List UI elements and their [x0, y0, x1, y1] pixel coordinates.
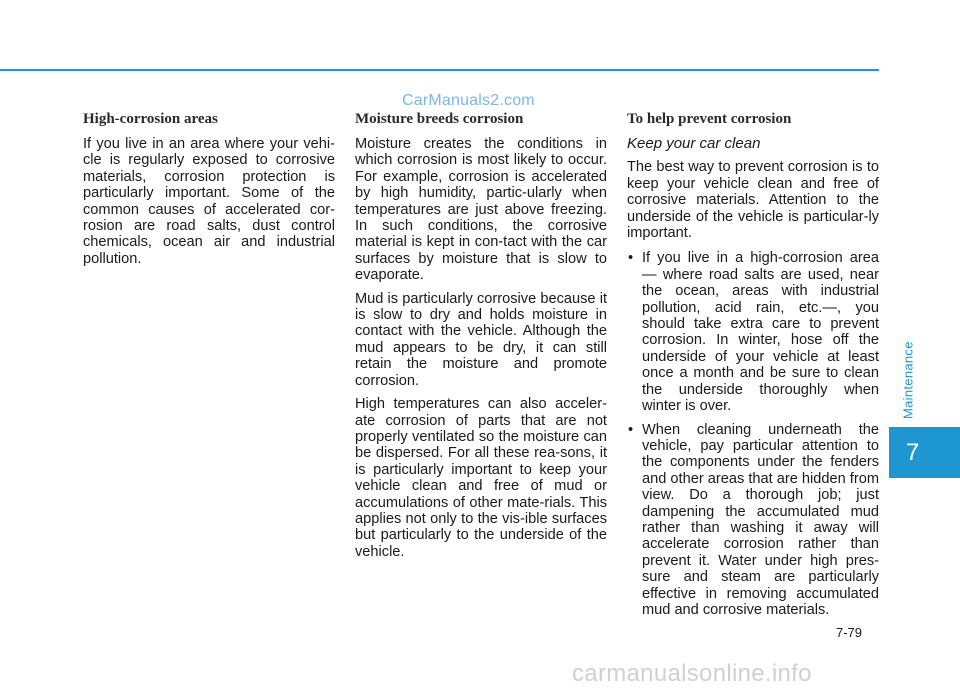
column-help-prevent-corrosion — [627, 111, 879, 625]
header-rule — [0, 69, 879, 71]
paragraph: Moisture creates the conditions in which corrosion is most likely to occur. For example, corrosion is accelerated by high humidity, partic-ularly when temperatures are just above freezing. In such conditions, the corrosive material is kept in con-tact with the car surfaces by moisture that is slow to evaporate. — [355, 136, 607, 284]
bullet-icon: • — [628, 250, 634, 267]
list-item — [627, 422, 879, 619]
section-heading: Moisture breeds corrosion — [355, 111, 524, 127]
list-item-text: If you live in a high-corrosion area — where road salts are used, near the ocean, areas with industrial pollution, acid rain, etc.—, you should take extra care to prevent corrosion. In winter, hose off the underside of your vehicle at least once a month and be sure to clean the underside thoroughly when winter is over. — [642, 250, 879, 415]
paragraph: High temperatures can also acceler-ate corrosion of parts that are not properly ventilated so the moisture can be dispersed. For all these rea-sons, it is particularly important to keep your vehicle clean and free of mud or accumulations of other mate-rials. This applies not only to the vis-ible surfaces but particularly to the underside of the vehicle. — [355, 396, 607, 560]
paragraph: If you live in an area where your vehi-cle is regularly exposed to corrosive materials, corrosion protection is particularly important. Some of the common causes of accelerated cor-rosion are road salts, dust control chemicals, ocean air and industrial pollution. — [83, 136, 335, 267]
list-item-text: When cleaning underneath the vehicle, pay particular attention to the components under the fenders and other areas that are hidden from view. Do a thorough job; just dampening the accumulated mud rather than washing it away will accelerate corrosion rather than prevent it. Water under high pres-sure and steam are particularly effective in removing accumulated mud and corrosive materials. — [642, 421, 879, 618]
watermark-top: CarManuals2.com — [402, 92, 535, 109]
bullet-icon: • — [628, 421, 634, 438]
paragraph: Mud is particularly corrosive because it is slow to dry and holds moisture in contact with the vehicle. Although the mud appears to be dry, it can still retain the moisture and promote corrosion. — [355, 290, 607, 389]
bullet-list — [627, 250, 879, 618]
chapter-tab — [889, 427, 960, 478]
column-moisture-breeds-corrosion — [355, 111, 607, 567]
paragraph: The best way to prevent corrosion is to keep your vehicle clean and free of corrosive materials. Attention to the underside of the vehicle is particular-ly important. — [627, 159, 879, 242]
section-heading: To help prevent corrosion — [627, 111, 792, 127]
watermark-bottom: carmanualsonline.info — [572, 660, 812, 687]
column-high-corrosion-areas — [83, 111, 335, 274]
chapter-number: 7 — [905, 438, 920, 466]
list-item — [627, 250, 879, 414]
section-heading: High-corrosion areas — [83, 111, 218, 127]
chapter-side-label: Maintenance — [900, 341, 916, 419]
page-number: 7-79 — [836, 625, 863, 640]
section-subheading: Keep your car clean — [627, 135, 761, 152]
